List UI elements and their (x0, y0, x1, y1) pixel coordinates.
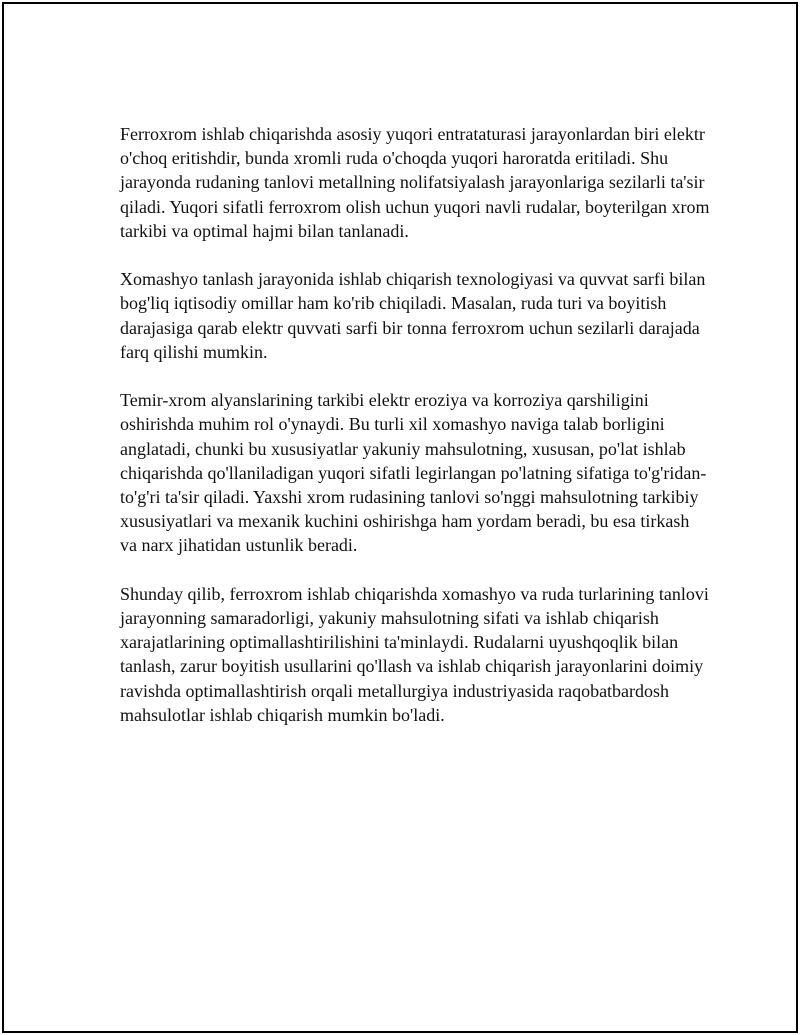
paragraph-4: Shunday qilib, ferroxrom ishlab chiqarishda xomashyo va ruda turlarining tanlovi jarayonning samaradorligi, yakuniy mahsulotning sifati va ishlab chiqarish xarajatlarining optimallashtirilishini ta'minlaydi. Rudalarni uyushqoqlik bilan tanlash, zarur boyitish usullarini qo'llash va ishlab chiqarish jarayonlarini doimiy ravishda optimallashtirish orqali metallurgiya industriyasida raqobatbardosh mahsulotlar ishlab chiqarish mumkin bo'ladi. (120, 583, 709, 725)
paragraph-3: Temir-xrom alyanslarining tarkibi elektr eroziya va korroziya qarshiligini oshirishda muhim rol o'ynaydi. Bu turli xil xomashyo naviga talab borligini anglatadi, chunki bu xususiyatlar yakuniy mahsulotning, xususan, po'lat ishlab chiqarishda qo'llaniladigan yuqori sifatli legirlangan po'latning sifatiga to'g'ridan-to'g'ri ta'sir qiladi. Yaxshi xrom rudasining tanlovi so'nggi mahsulotning tarkibiy xususiyatlari va mexanik kuchini oshirishga ham yordam beradi, bu esa tirkash va narx jihatidan ustunlik beradi. (120, 390, 707, 556)
paragraph-1: Ferroxrom ishlab chiqarishda asosiy yuqori entrataturasi jarayonlardan biri elektr o'choq eritishdir, bunda xromli ruda o'choqda yuqori haroratda eritiladi. Shu jarayonda rudaning tanlovi metallning nolifatsiyalash jarayonlariga sezilarli ta'sir qiladi. Yuqori sifatli ferroxrom olish uchun yuqori navli rudalar, boyterilgan xrom tarkibi va optimal hajmi bilan tanlanadi. (120, 124, 710, 241)
paragraph-2: Xomashyo tanlash jarayonida ishlab chiqarish texnologiyasi va quvvat sarfi bilan bog'liq iqtisodiy omillar ham ko'rib chiqiladi. Masalan, ruda turi va boyitish darajasiga qarab elektr quvvati sarfi bir tonna ferroxrom uchun sezilarli darajada farq qilishi mumkin. (120, 269, 706, 362)
document-body (120, 122, 710, 751)
document-page (2, 2, 798, 1033)
